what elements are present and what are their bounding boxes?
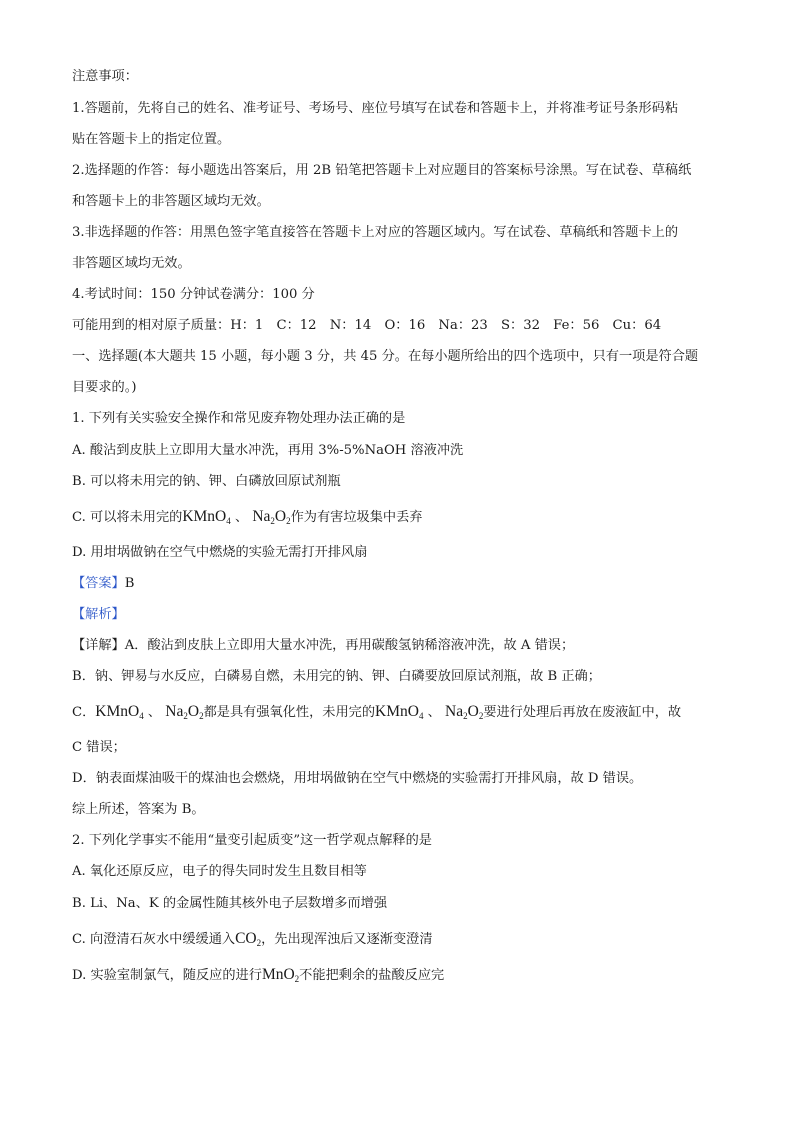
na2o2-formula: $Na_2O_2$ (445, 703, 484, 721)
kmno4-formula: KMnO$_4$ (182, 508, 231, 526)
notice-item-2b: 和答题卡上的非答题区域均无效。 (72, 194, 270, 209)
q1-explanation-a: 【详解】A．酸沾到皮肤上立即用大量水冲洗，再用碳酸氢钠稀溶液冲洗，故 A 错误； (72, 638, 575, 653)
notice-item-2a: 2.选择题的作答：每小题选出答案后，用 2B 铅笔把答题卡上对应题目的答案标号涂黑。写在试卷、草稿纸 (72, 163, 692, 178)
na2o2-formula: $Na_2O_2$ (252, 508, 291, 526)
q1-explanation-b: B．钠、钾易与水反应，白磷易自燃，未用完的钠、钾、白磷要放回原试剂瓶，故 B 正确； (72, 669, 601, 684)
detail-tag: 【详解】 (72, 638, 125, 653)
q1-option-c: C. 可以将未用完的KMnO$_4$ 、 $Na_2O_2$作为有害垃圾集中丢弃 (72, 508, 423, 526)
answer-tag: 【答案】 (72, 576, 125, 591)
q1-option-c-suffix: 作为有害垃圾集中丢弃 (290, 510, 423, 525)
section-heading-a: 一、选择题(本大题共 15 小题，每小题 3 分，共 45 分。在每小题所给出的四个选项中，只有一项是符合题 (72, 349, 699, 364)
q1-option-b: B. 可以将未用完的钠、钾、白磷放回原试剂瓶 (72, 474, 341, 489)
notice-item-3b: 非答题区域均无效。 (72, 256, 191, 271)
q2-option-c: C. 向澄清石灰水中缓缓通入$CO_2$，先出现浑浊后又逐渐变澄清 (72, 930, 433, 948)
q1-option-a: A. 酸沾到皮肤上立即用大量水冲洗，再用 3%-5%NaOH 溶液冲洗 (72, 443, 464, 458)
q1-option-d: D. 用坩埚做钠在空气中燃烧的实验无需打开排风扇 (72, 545, 368, 560)
section-heading-b: 目要求的。) (72, 380, 137, 395)
notice-item-3a: 3.非选择题的作答：用黑色签字笔直接答在答题卡上对应的答题区域内。写在试卷、草稿纸和答题卡上的 (72, 225, 679, 240)
analysis-tag: 【解析】 (72, 607, 125, 622)
mno2-formula: MnO$_2$ (261, 966, 300, 984)
q2-option-a: A. 氧化还原反应，电子的得失同时发生且数目相等 (72, 864, 367, 879)
q1-explanation-c: C．KMnO$_4$ 、 $Na_2O_2$都是具有强氧化性，未用完的KMnO$_4$ 、 $Na_2O_2$要进行处理后再放在废液缸中，故 (72, 703, 682, 721)
kmno4-formula: KMnO$_4$ (375, 703, 424, 721)
q2-option-b: B. Li、Na、K 的金属性随其核外电子层数增多而增强 (72, 896, 388, 911)
q2-stem: 2. 下列化学事实不能用“量变引起质变”这一哲学观点解释的是 (72, 833, 432, 848)
atomic-masses: 可能用到的相对原子质量：H：1 C：12 N：14 O：16 Na：23 S：32 Fe：56 Cu：64 (72, 318, 662, 333)
notice-item-1a: 1.答题前，先将自己的姓名、准考证号、考场号、座位号填写在试卷和答题卡上，并将准考证号条形码粘 (72, 101, 679, 116)
notice-item-4: 4.考试时间：150 分钟试卷满分：100 分 (72, 287, 315, 302)
notice-heading: 注意事项： (72, 69, 138, 84)
answer-value: B (124, 576, 135, 591)
q1-explanation-d: D．钠表面煤油吸干的煤油也会燃烧，用坩埚做钠在空气中燃烧的实验需打开排风扇，故 D 错误。 (72, 771, 643, 786)
notice-item-1b: 贴在答题卡上的指定位置。 (72, 132, 231, 147)
q1-summary: 综上所述，答案为 B。 (72, 802, 205, 817)
kmno4-formula: KMnO$_4$ (95, 703, 144, 721)
q1-option-c-prefix: C. 可以将未用完的 (72, 510, 183, 525)
q1-explanation-c-end: C 错误； (72, 740, 126, 755)
q2-option-d: D. 实验室制氯气，随反应的进行MnO$_2$不能把剩余的盐酸反应完 (72, 966, 445, 984)
co2-formula: $CO_2$ (235, 930, 262, 948)
na2o2-formula: $Na_2O_2$ (165, 703, 204, 721)
q1-stem: 1. 下列有关实验安全操作和常见废弃物处理办法正确的是 (72, 411, 406, 426)
q1-answer (72, 574, 134, 594)
